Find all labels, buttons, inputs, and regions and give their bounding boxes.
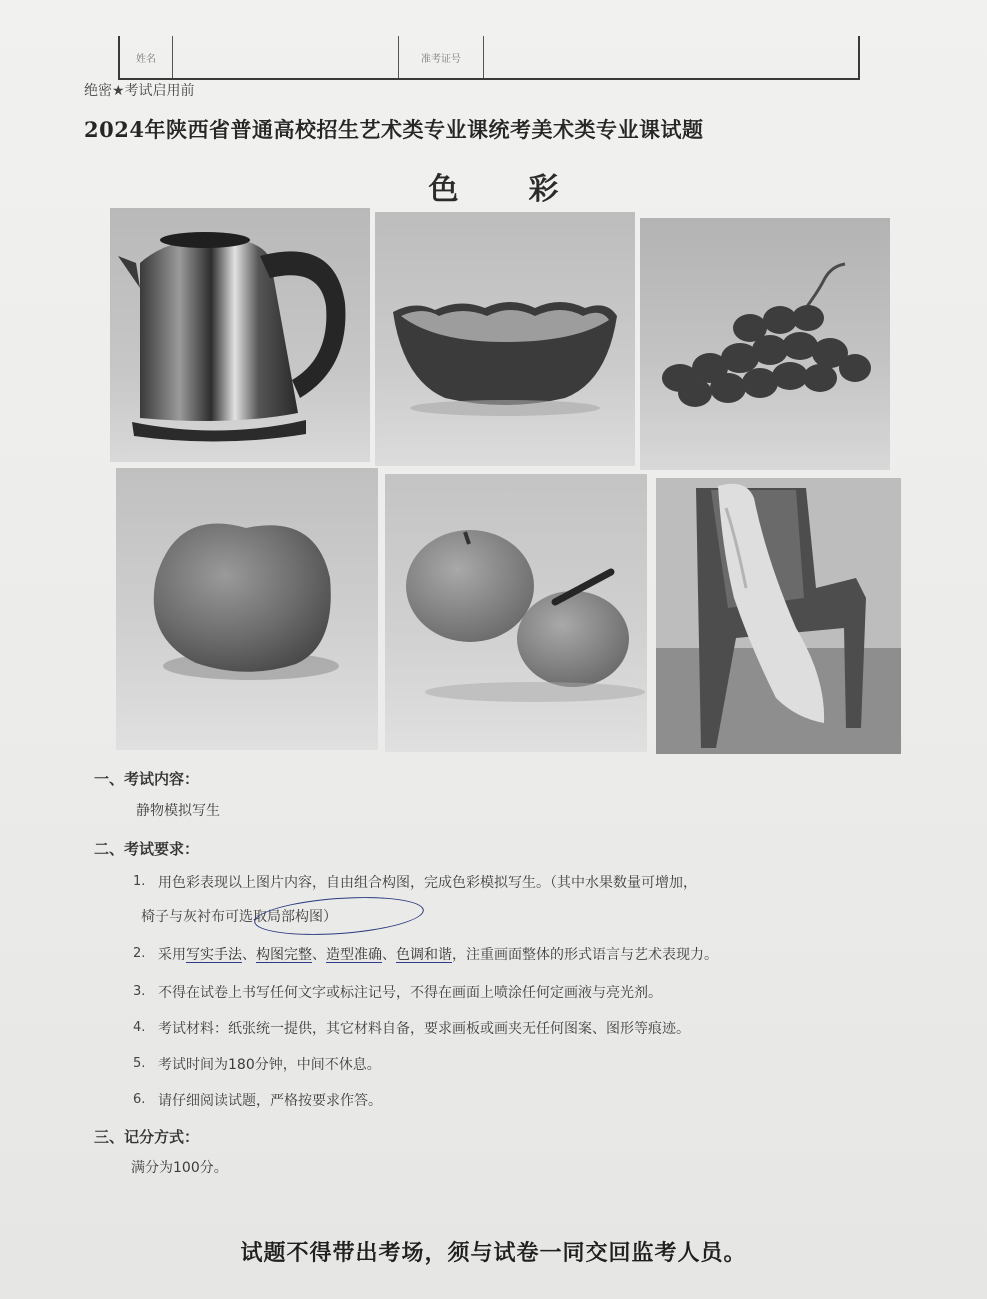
bowl-photo [375, 212, 635, 466]
req-2-emphasis-realism: 写实手法 [186, 947, 242, 963]
candidate-info-table [118, 36, 860, 80]
name-field [173, 36, 399, 78]
section-scoring-heading: 三、记分方式： [94, 1128, 200, 1146]
req-number: 6. [133, 1092, 146, 1107]
req-6-text: 请仔细阅读试题，严格按要求作答。 [158, 1093, 382, 1109]
req-2-emphasis-composition: 构图完整 [256, 947, 312, 963]
req-4-text: 考试材料：纸张统一提供，其它材料自备，要求画板或画夹无任何图案、图形等痕迹。 [158, 1021, 690, 1037]
req-1-line2a: 椅子与灰衬布 [141, 909, 225, 925]
chair-with-cloth-photo [656, 478, 901, 754]
secret-mark: 绝密★考试启用前 [84, 83, 195, 99]
req-2-tail: ，注重画面整体的形式语言与艺术表现力。 [452, 947, 718, 963]
req-number: 2. [133, 946, 146, 961]
section-content-heading: 一、考试内容： [94, 770, 200, 788]
req-2-lead: 采用 [158, 947, 186, 963]
separator: 、 [242, 947, 256, 963]
name-label: 姓名 [120, 36, 173, 78]
req-number: 4. [133, 1020, 146, 1035]
persimmons-photo [385, 474, 647, 752]
separator: 、 [312, 947, 326, 963]
req-2-emphasis-form: 造型准确 [326, 947, 382, 963]
ticket-number-label: 准考证号 [399, 36, 484, 78]
req-number: 3. [133, 984, 146, 999]
section-scoring-text: 满分为100分。 [131, 1160, 228, 1176]
req-1-line1: 用色彩表现以上图片内容，自由组合构图，完成色彩模拟写生。（其中水果数量可增加， [158, 875, 697, 891]
subject-title: 色彩 [428, 172, 629, 207]
separator: 、 [382, 947, 396, 963]
footer-notice: 试题不得带出考场，须与试卷一同交回监考人员。 [240, 1241, 747, 1266]
kettle-photo [110, 208, 370, 462]
apple-photo [116, 468, 378, 750]
req-3-text: 不得在试卷上书写任何文字或标注记号，不得在画面上喷涂任何定画液与亮光剂。 [158, 985, 662, 1001]
req-1-line2b: 可选取局部构图 [225, 909, 323, 925]
grapes-photo [640, 218, 890, 470]
ticket-number-field [484, 36, 858, 78]
req-2-emphasis-color: 色调和谐 [396, 947, 452, 963]
handwritten-circle-mark [253, 892, 425, 940]
exam-title: 2024年陕西省普通高校招生艺术类专业课统考美术类专业课试题 [84, 117, 704, 142]
req-number: 1. [133, 874, 146, 889]
req-number: 5. [133, 1056, 146, 1071]
section-content-text: 静物模拟写生 [136, 803, 220, 819]
req-1-line2c: ） [323, 909, 337, 925]
section-requirements-heading: 二、考试要求： [94, 840, 200, 858]
req-2-text [158, 944, 718, 964]
req-5-text: 考试时间为180分钟，中间不休息。 [158, 1057, 381, 1073]
